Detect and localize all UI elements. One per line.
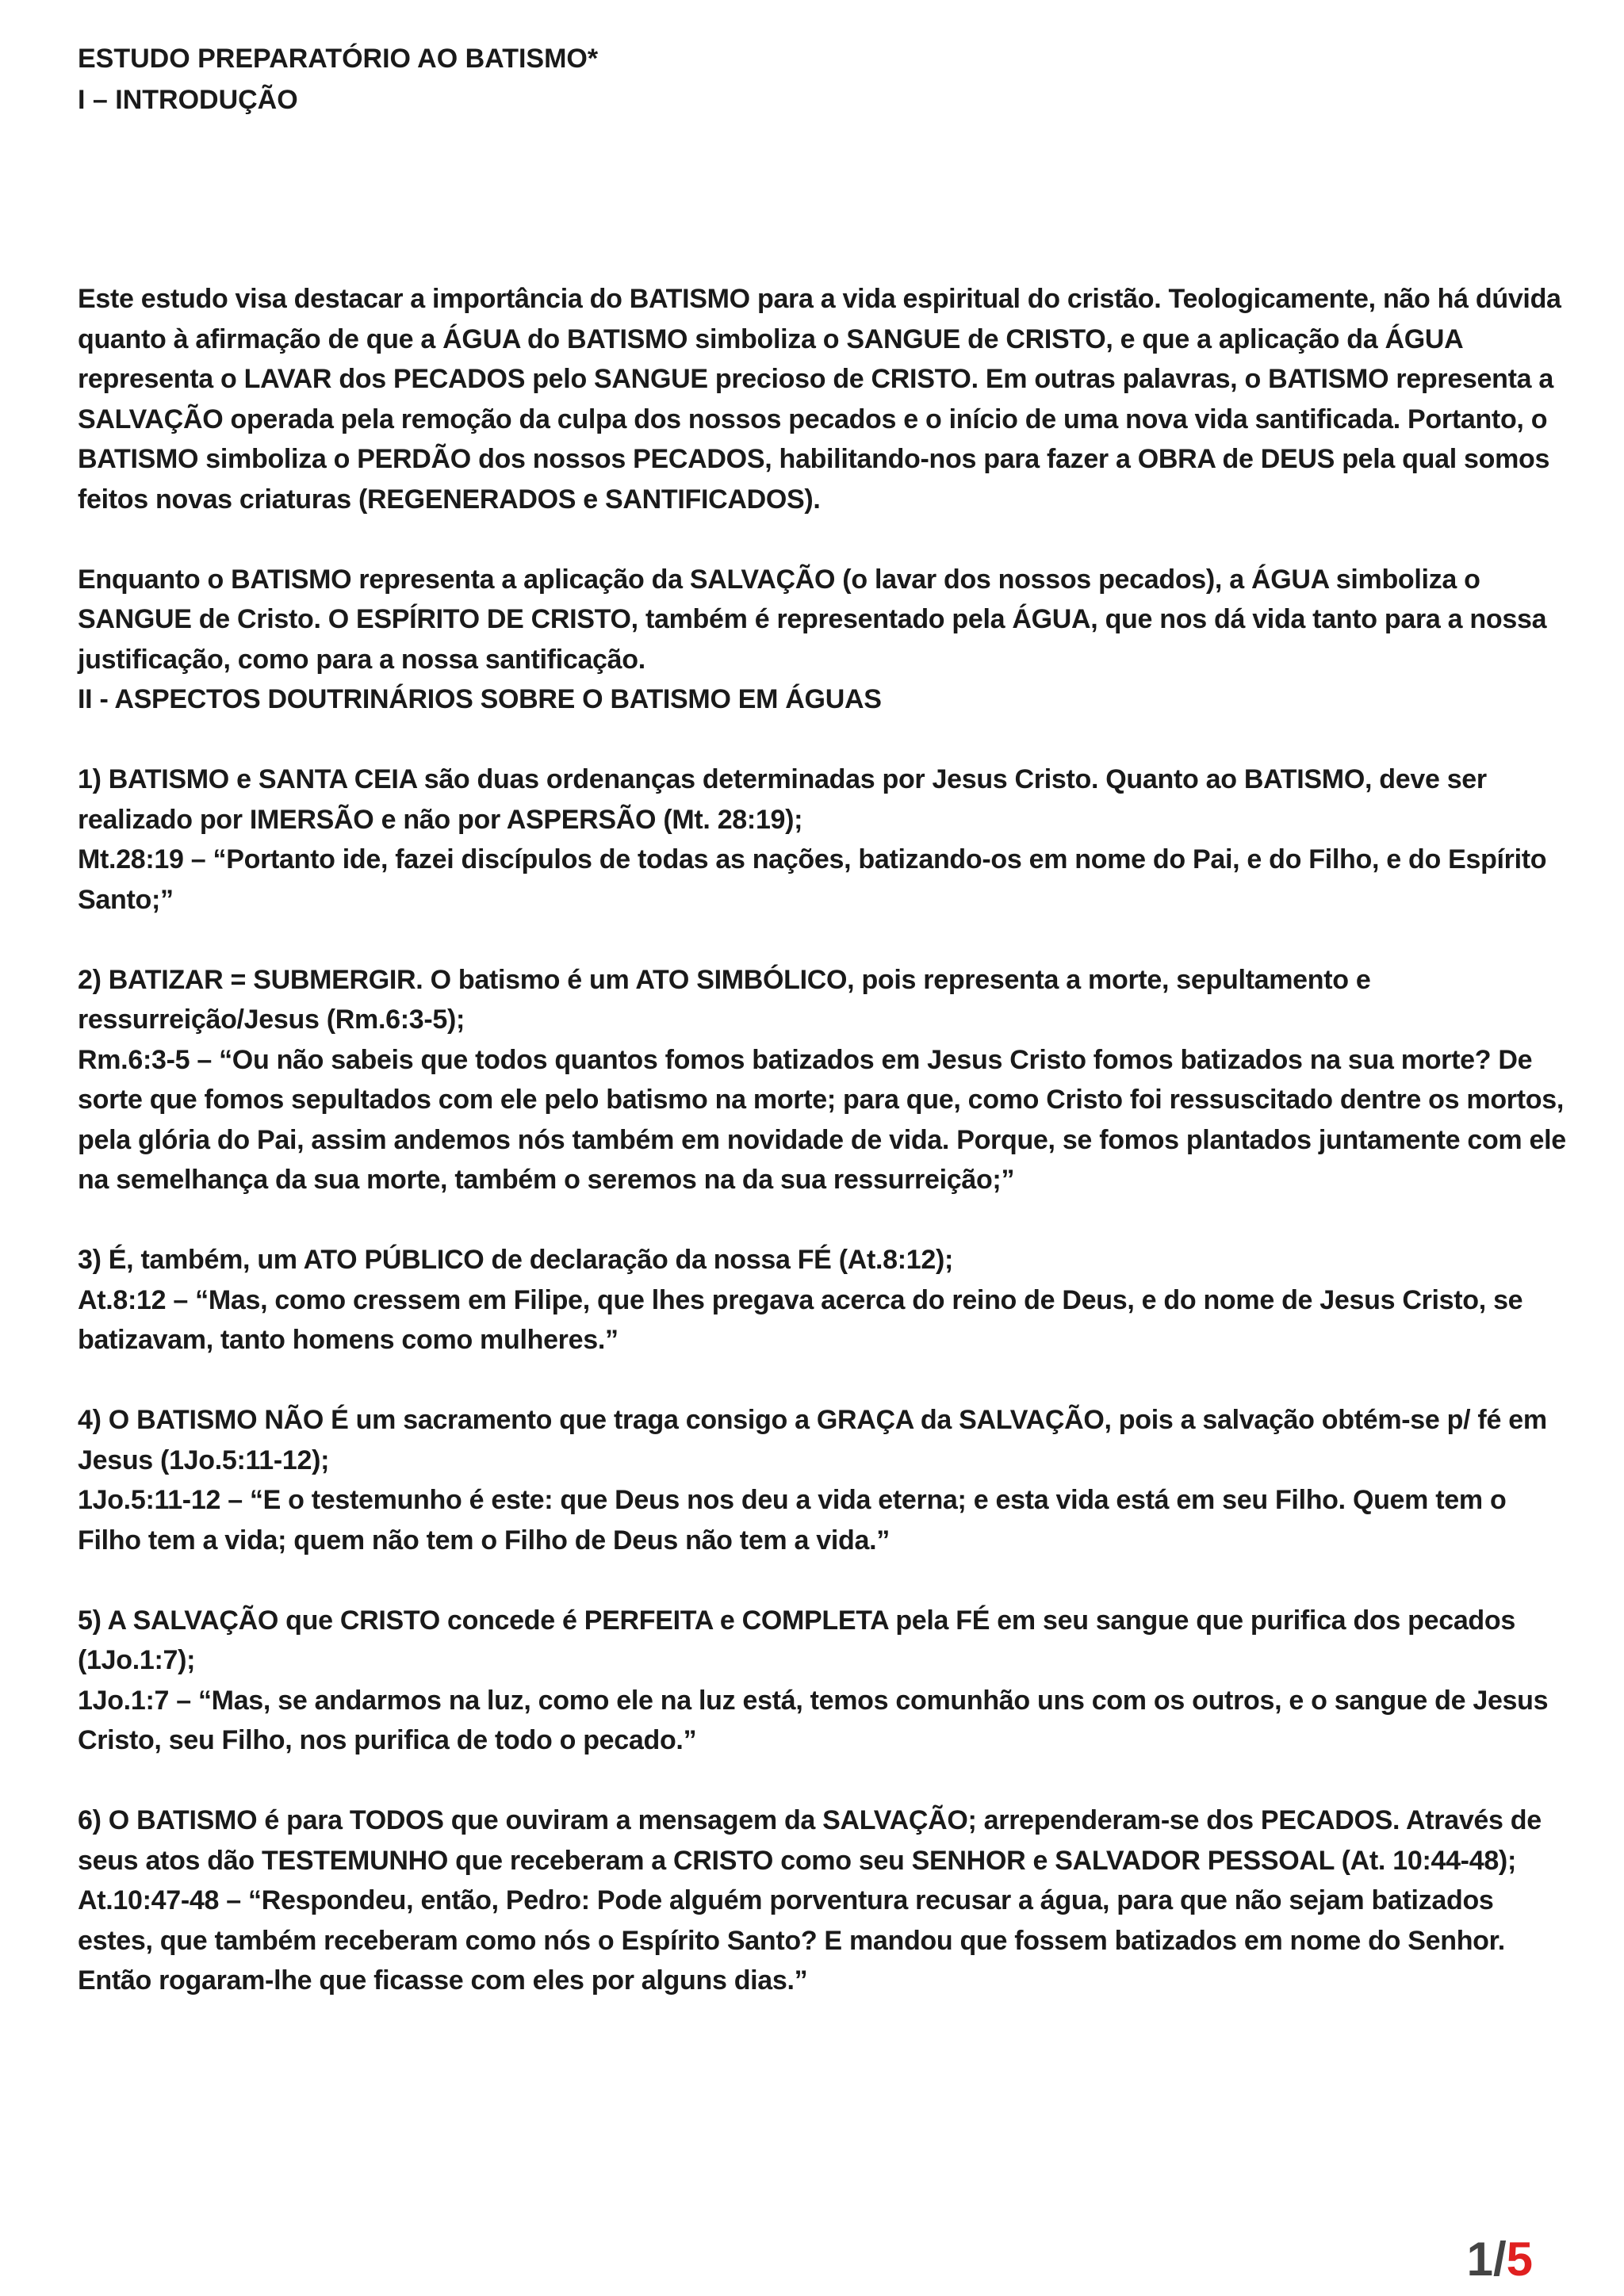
doctrine-point-1: 1) BATISMO e SANTA CEIA são duas ordenanças determinadas por Jesus Cristo. Quanto ao BATISMO, deve ser realizado por IMERSÃO e não por ASPERSÃO (Mt. 28:19); [78,764,1487,835]
bible-verse-1: Mt.28:19 – “Portanto ide, fazei discípulos de todas as nações, batizando-os em nome do Pai, e do Filho, e do Espírito Santo;” [78,844,1547,915]
page-number [1466,2233,1533,2286]
document-title: ESTUDO PREPARATÓRIO AO BATISMO* [78,44,599,74]
intro-paragraph-2: Enquanto o BATISMO representa a aplicação da SALVAÇÃO (o lavar dos nossos pecados), a ÁGUA simboliza o SANGUE de Cristo. O ESPÍRITO DE CRISTO, também é representado pela ÁGUA, que nos dá vida tanto para a nossa justificação, como para a nossa santificação. [78,564,1547,675]
doctrine-point-3: 3) É, também, um ATO PÚBLICO de declaração da nossa FÉ (At.8:12); [78,1245,954,1275]
spacer [78,121,1568,279]
bible-verse-6: At.10:47-48 – “Respondeu, então, Pedro: Pode alguém porventura recusar a água, para que não sejam batizados estes, que também receberam como nós o Espírito Santo? E mandou que fossem batizados em nome do Senhor. Então rogaram-lhe que ficasse com eles por alguns dias.” [78,1885,1505,1996]
doctrine-point-2: 2) BATIZAR = SUBMERGIR. O batismo é um ATO SIMBÓLICO, pois representa a morte, sepultamento e ressurreição/Jesus (Rm.6:3-5); [78,964,1371,1035]
page-separator: / [1492,2233,1507,2286]
bible-verse-3: At.8:12 – “Mas, como cressem em Filipe, que lhes pregava acerca do reino de Deus, e do nome de Jesus Cristo, se batizavam, tanto homens como mulheres.” [78,1284,1523,1355]
doctrine-point-5: 5) A SALVAÇÃO que CRISTO concede é PERFEITA e COMPLETA pela FÉ em seu sangue que purifica dos pecados (1Jo.1:7); [78,1605,1515,1675]
intro-paragraph-1: Este estudo visa destacar a importância do BATISMO para a vida espiritual do cristão. Teologicamente, não há dúvida quanto à afirmação de que a ÁGUA do BATISMO simboliza o SANGUE de CRISTO, e que a aplicação da ÁGUA representa o LAVAR dos PECADOS pelo SANGUE precioso de CRISTO. Em outras palavras, o BATISMO representa a SALVAÇÃO operada pela remoção da culpa dos nossos pecados e o início de uma nova vida santificada. Portanto, o BATISMO simboliza o PERDÃO dos nossos PECADOS, habilitando-nos para fazer a OBRA de DEUS pela qual somos feitos novas criaturas (REGENERADOS e SANTIFICADOS). [78,284,1561,515]
doctrine-point-6: 6) O BATISMO é para TODOS que ouviram a mensagem da SALVAÇÃO; arrependeram-se dos PECADOS. Através de seus atos dão TESTEMUNHO que receberam a CRISTO como seu SENHOR e SALVADOR PESSOAL (At. 10:44-48); [78,1805,1542,1876]
bible-verse-2: Rm.6:3-5 – “Ou não sabeis que todos quantos fomos batizados em Jesus Cristo fomos batizados na sua morte? De sorte que fomos sepultados com ele pelo batismo na morte; para que, como Cristo foi ressuscitado dentre os mortos, pela glória do Pai, assim andemos nós também em novidade de vida. Porque, se fomos plantados juntamente com ele na semelhança da sua morte, também o seremos na da sua ressurreição;” [78,1044,1566,1195]
bible-verse-4: 1Jo.5:11-12 – “E o testemunho é este: que Deus nos deu a vida eterna; e esta vida está em seu Filho. Quem tem o Filho tem a vida; quem não tem o Filho de Deus não tem a vida.” [78,1485,1507,1556]
section-heading-doctrinal-aspects: II - ASPECTOS DOUTRINÁRIOS SOBRE O BATISMO EM ÁGUAS [78,684,882,714]
page-current: 1 [1466,2233,1493,2286]
bible-verse-5: 1Jo.1:7 – “Mas, se andarmos na luz, como ele na luz está, temos comunhão uns com os outros, e o sangue de Jesus Cristo, seu Filho, nos purifica de todo o pecado.” [78,1685,1549,1755]
section-heading-introduction: I – INTRODUÇÃO [78,85,298,115]
doctrine-point-4: 4) O BATISMO NÃO É um sacramento que traga consigo a GRAÇA da SALVAÇÃO, pois a salvação obtém-se p/ fé em Jesus (1Jo.5:11-12); [78,1405,1547,1475]
document-page [78,38,1568,2001]
page-total: 5 [1506,2233,1533,2286]
